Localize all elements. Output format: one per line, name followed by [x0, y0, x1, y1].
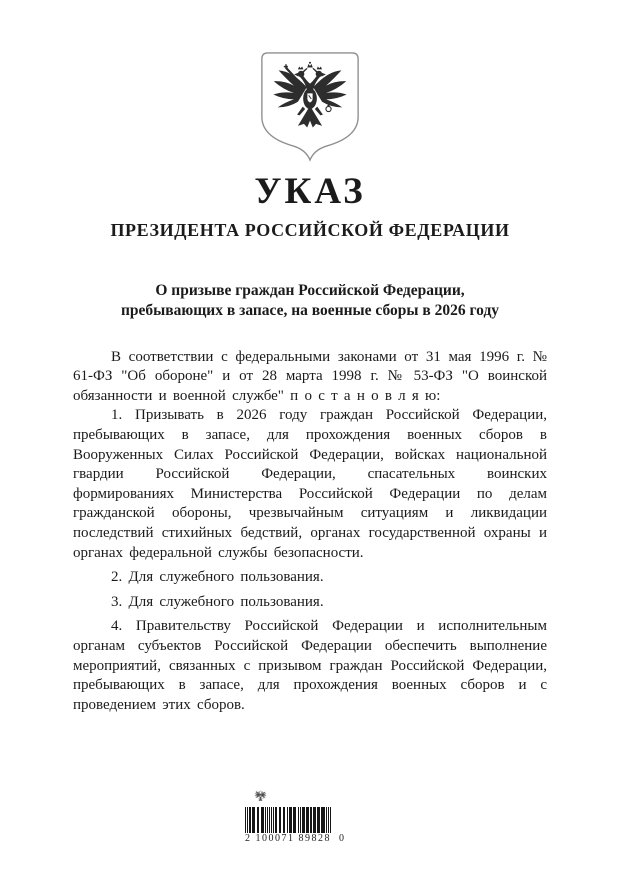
decree-subject [0, 281, 620, 321]
barcode [245, 789, 355, 844]
barcode-digits: 2 100071 89828 0 [245, 833, 346, 844]
decree-body [73, 348, 547, 716]
barcode-bars [245, 807, 331, 833]
decree-paragraph: 1. Призывать в 2026 году граждан Российской Федерации, пребывающих в запасе, для прохождения военных сборов в Вооруженных Силах Российской Федерации, войсках национальной гвардии Российской Федерации, спасательных воинских формированиях Министерства Российской Федерации по делам гражданской обороны, чрезвычайным ситуациям и ликвидации последствий стихийных бедствий, органах государственной охраны и органах федеральной службы безопасности. [73, 407, 547, 561]
decree-paragraph: 4. Правительству Российской Федерации и исполнительным органам субъектов Российской Федерации обеспечить выполнение мероприятий, связанных с призывом граждан Российской Федерации, пребывающих в запасе, для прохождения военных сборов и с проведением этих сборов. [73, 618, 547, 713]
decree-paragraph: В соответствии с федеральными законами от 31 мая 1996 г. № 61-ФЗ "Об обороне" и от 28 марта 1998 г. № 53-ФЗ "О воинской обязанности и военной службе" п о с т а н о в л я ю: [73, 348, 547, 404]
decree-subject-line2: пребывающих в запасе, на военные сборы в 2026 году [120, 301, 500, 319]
mini-eagle-icon [253, 790, 268, 802]
decree-subject-line1: О призыве граждан Российской Федерации, [155, 281, 465, 299]
decree-paragraph: 3. Для служебного пользования. [111, 593, 324, 610]
coat-of-arms-shield [260, 52, 360, 162]
decree-issuer: ПРЕЗИДЕНТА РОССИЙСКОЙ ФЕДЕРАЦИИ [110, 219, 510, 240]
decree-paragraph: 2. Для служебного пользования. [111, 569, 324, 586]
double-headed-eagle-icon [260, 52, 360, 162]
decree-title: УКАЗ [254, 171, 366, 212]
